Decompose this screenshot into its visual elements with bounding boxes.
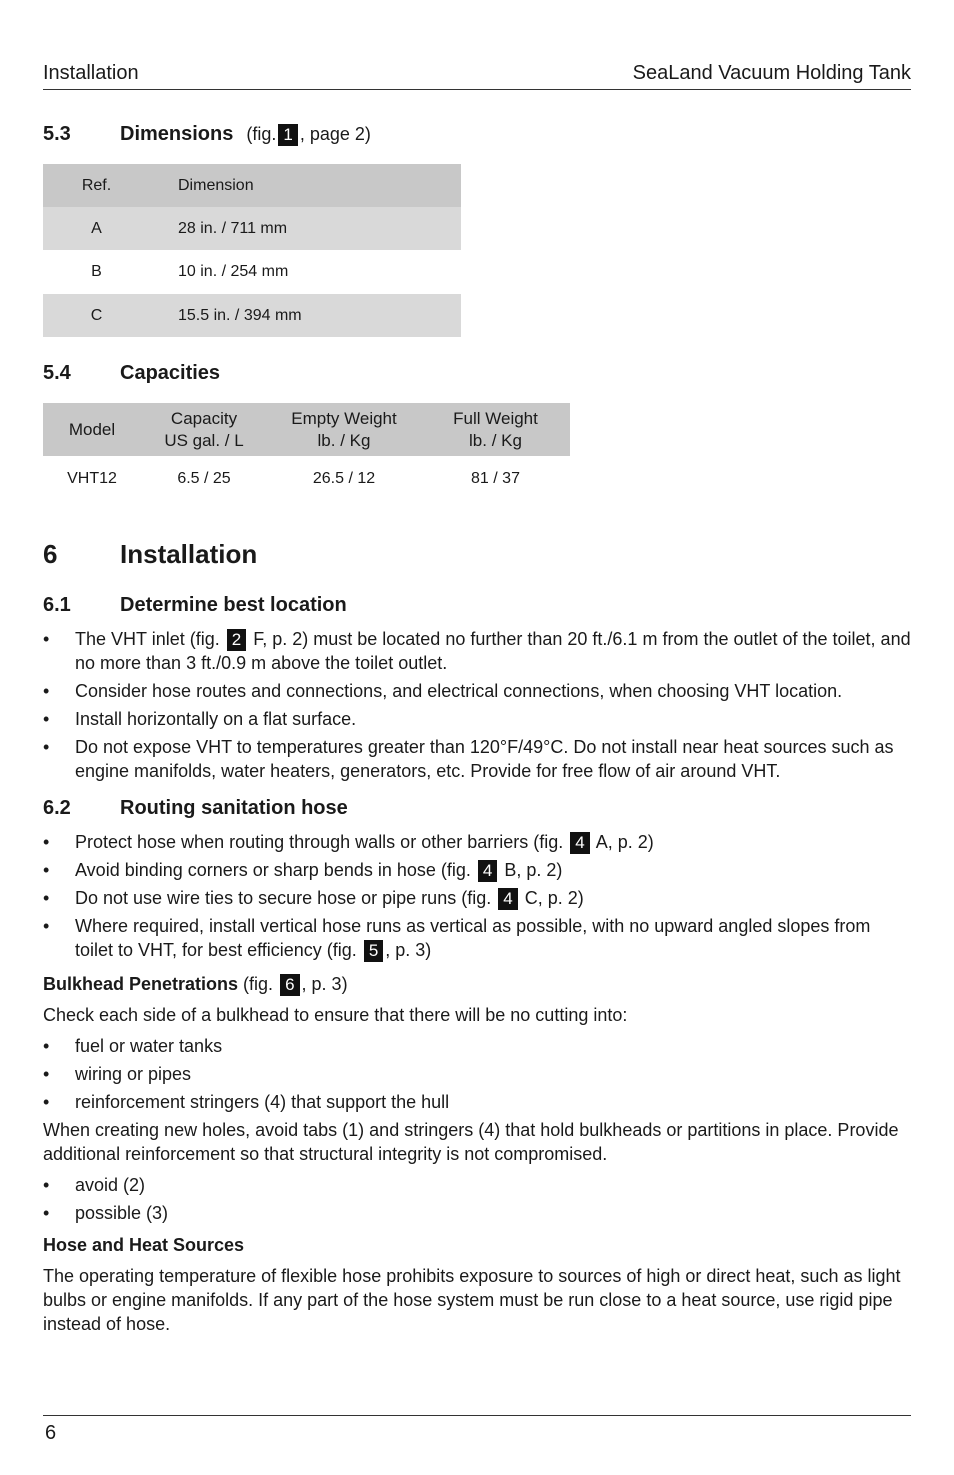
section-title: Capacities (120, 362, 221, 384)
header-line: Empty Weight (291, 408, 397, 428)
list-item: • fuel or water tanks (43, 1034, 913, 1058)
list-item: • reinforcement stringers (4) that support the hull (43, 1090, 913, 1114)
heading-5-3-title (120, 123, 371, 146)
heat-heading: Hose and Heat Sources (43, 1235, 245, 1255)
table-row (43, 207, 461, 250)
footer-rule (43, 1415, 911, 1416)
col-header-empty-weight (267, 403, 421, 456)
fig-ref-pre: (fig. (238, 974, 274, 994)
text: Protect hose when routing through walls or other barriers (fig. (75, 832, 564, 852)
fig-ref-post: , p. 3) (301, 974, 348, 994)
figure-badge[interactable]: 4 (498, 888, 517, 910)
col-header-capacity (141, 403, 267, 456)
col-header-ref: Ref. (81, 176, 112, 194)
text: C, p. 2) (519, 888, 584, 908)
section-number: 5.3 (43, 123, 71, 145)
bulkhead-paragraph: When creating new holes, avoid tabs (1) and stringers (4) that hold bulkheads or partitions in place. Provide additional reinforcement so that structural integrity is not compromised. (43, 1120, 899, 1164)
list-item (43, 627, 913, 675)
text: Avoid binding corners or sharp bends in hose (fig. (75, 860, 471, 880)
figure-badge[interactable]: 6 (280, 974, 299, 996)
col-header-model: Model (68, 419, 116, 439)
cell-full-weight: 81 / 37 (471, 470, 520, 487)
text: B, p. 2) (499, 860, 563, 880)
text: A, p. 2) (591, 832, 654, 852)
col-header-full-weight (421, 403, 570, 456)
fig-ref-pre: (fig. (246, 124, 277, 144)
heading-5-3 (43, 123, 71, 146)
list-item (43, 886, 913, 910)
routing-bullet-list (43, 830, 913, 962)
section-title: Determine best location (120, 594, 347, 616)
cell-dimension: 28 in. / 711 mm (178, 219, 288, 237)
figure-badge[interactable]: 1 (278, 124, 297, 146)
table-row (43, 250, 461, 294)
text: , p. 3) (385, 940, 432, 960)
capacities-table (43, 403, 570, 502)
section-number: 6.1 (43, 594, 71, 616)
text: The VHT inlet (fig. (75, 629, 220, 649)
header-rule (43, 89, 911, 90)
header-line: lb. / Kg (317, 430, 371, 450)
list-item: • Consider hose routes and connections, and electrical connections, when choosing VHT location. (43, 679, 913, 703)
cell-ref: C (90, 306, 103, 324)
header-section-title: Installation (43, 62, 139, 84)
chapter-number: 6 (43, 539, 58, 569)
list-item (43, 914, 913, 962)
list-item (43, 858, 913, 882)
heat-paragraph: The operating temperature of flexible hose prohibits exposure to sources of high or direct heat, such as light bulbs or engine manifolds. If any part of the hose system must be run close to a heat source, use rigid pipe instead of hose. (43, 1266, 901, 1334)
cell-ref: B (91, 263, 102, 280)
table-header-row (43, 164, 461, 207)
section-title: Routing sanitation hose (120, 797, 348, 819)
header-line: Capacity (170, 408, 238, 428)
figure-badge[interactable]: 4 (478, 860, 497, 882)
text: Do not use wire ties to secure hose or pipe runs (fig. (75, 888, 492, 908)
section-title: Dimensions (120, 123, 234, 145)
header-document-title: SeaLand Vacuum Holding Tank (632, 62, 911, 84)
header-line: lb. / Kg (469, 430, 522, 450)
bulkhead-bullet-list (43, 1034, 913, 1114)
table-header-row (43, 403, 570, 456)
section-number: 6.2 (43, 797, 71, 819)
fig-ref-post: , page 2) (299, 124, 371, 144)
list-item: • avoid (2) (43, 1173, 913, 1197)
dimensions-table (43, 164, 461, 337)
list-item: • wiring or pipes (43, 1062, 913, 1086)
page-number: 6 (45, 1422, 57, 1444)
bulkhead-bullet-list-2 (43, 1173, 913, 1225)
subheading-title: Bulkhead Penetrations (43, 974, 239, 994)
list-item (43, 830, 913, 854)
section-number: 5.4 (43, 362, 71, 384)
location-bullet-list (43, 627, 913, 783)
cell-model: VHT12 (67, 470, 117, 487)
table-row (43, 294, 461, 337)
text: F, p. 2) must be located no further than 20 ft./6.1 m from the outlet of the toilet, and no more than 3 ft./0.9 m above the toilet outlet. (75, 629, 911, 673)
list-item: • possible (3) (43, 1201, 913, 1225)
cell-capacity: 6.5 / 25 (177, 470, 231, 487)
col-header-dimension: Dimension (178, 176, 254, 194)
table-row (43, 456, 570, 502)
bulkhead-heading (43, 972, 913, 996)
cell-empty-weight: 26.5 / 12 (312, 470, 376, 487)
cell-dimension: 10 in. / 254 mm (178, 263, 289, 280)
header-line: Full Weight (453, 408, 538, 428)
text: Where required, install vertical hose runs as vertical as possible, with no upward angled slopes from toilet to VHT, for best efficiency (fig. (75, 916, 871, 960)
cell-ref: A (91, 219, 102, 237)
figure-badge[interactable]: 4 (570, 832, 589, 854)
list-item: • Do not expose VHT to temperatures greater than 120°F/49°C. Do not install near heat sources such as engine manifolds, water heaters, generators, etc. Provide for free flow of air around VHT. (43, 735, 913, 783)
list-item: • Install horizontally on a flat surface. (43, 707, 913, 731)
figure-badge[interactable]: 5 (364, 940, 383, 962)
cell-dimension: 15.5 in. / 394 mm (178, 306, 302, 324)
chapter-title: Installation (120, 539, 258, 569)
header-line: US gal. / L (164, 430, 244, 450)
figure-badge[interactable]: 2 (227, 629, 246, 651)
bulkhead-intro: Check each side of a bulkhead to ensure that there will be no cutting into: (43, 1005, 628, 1025)
